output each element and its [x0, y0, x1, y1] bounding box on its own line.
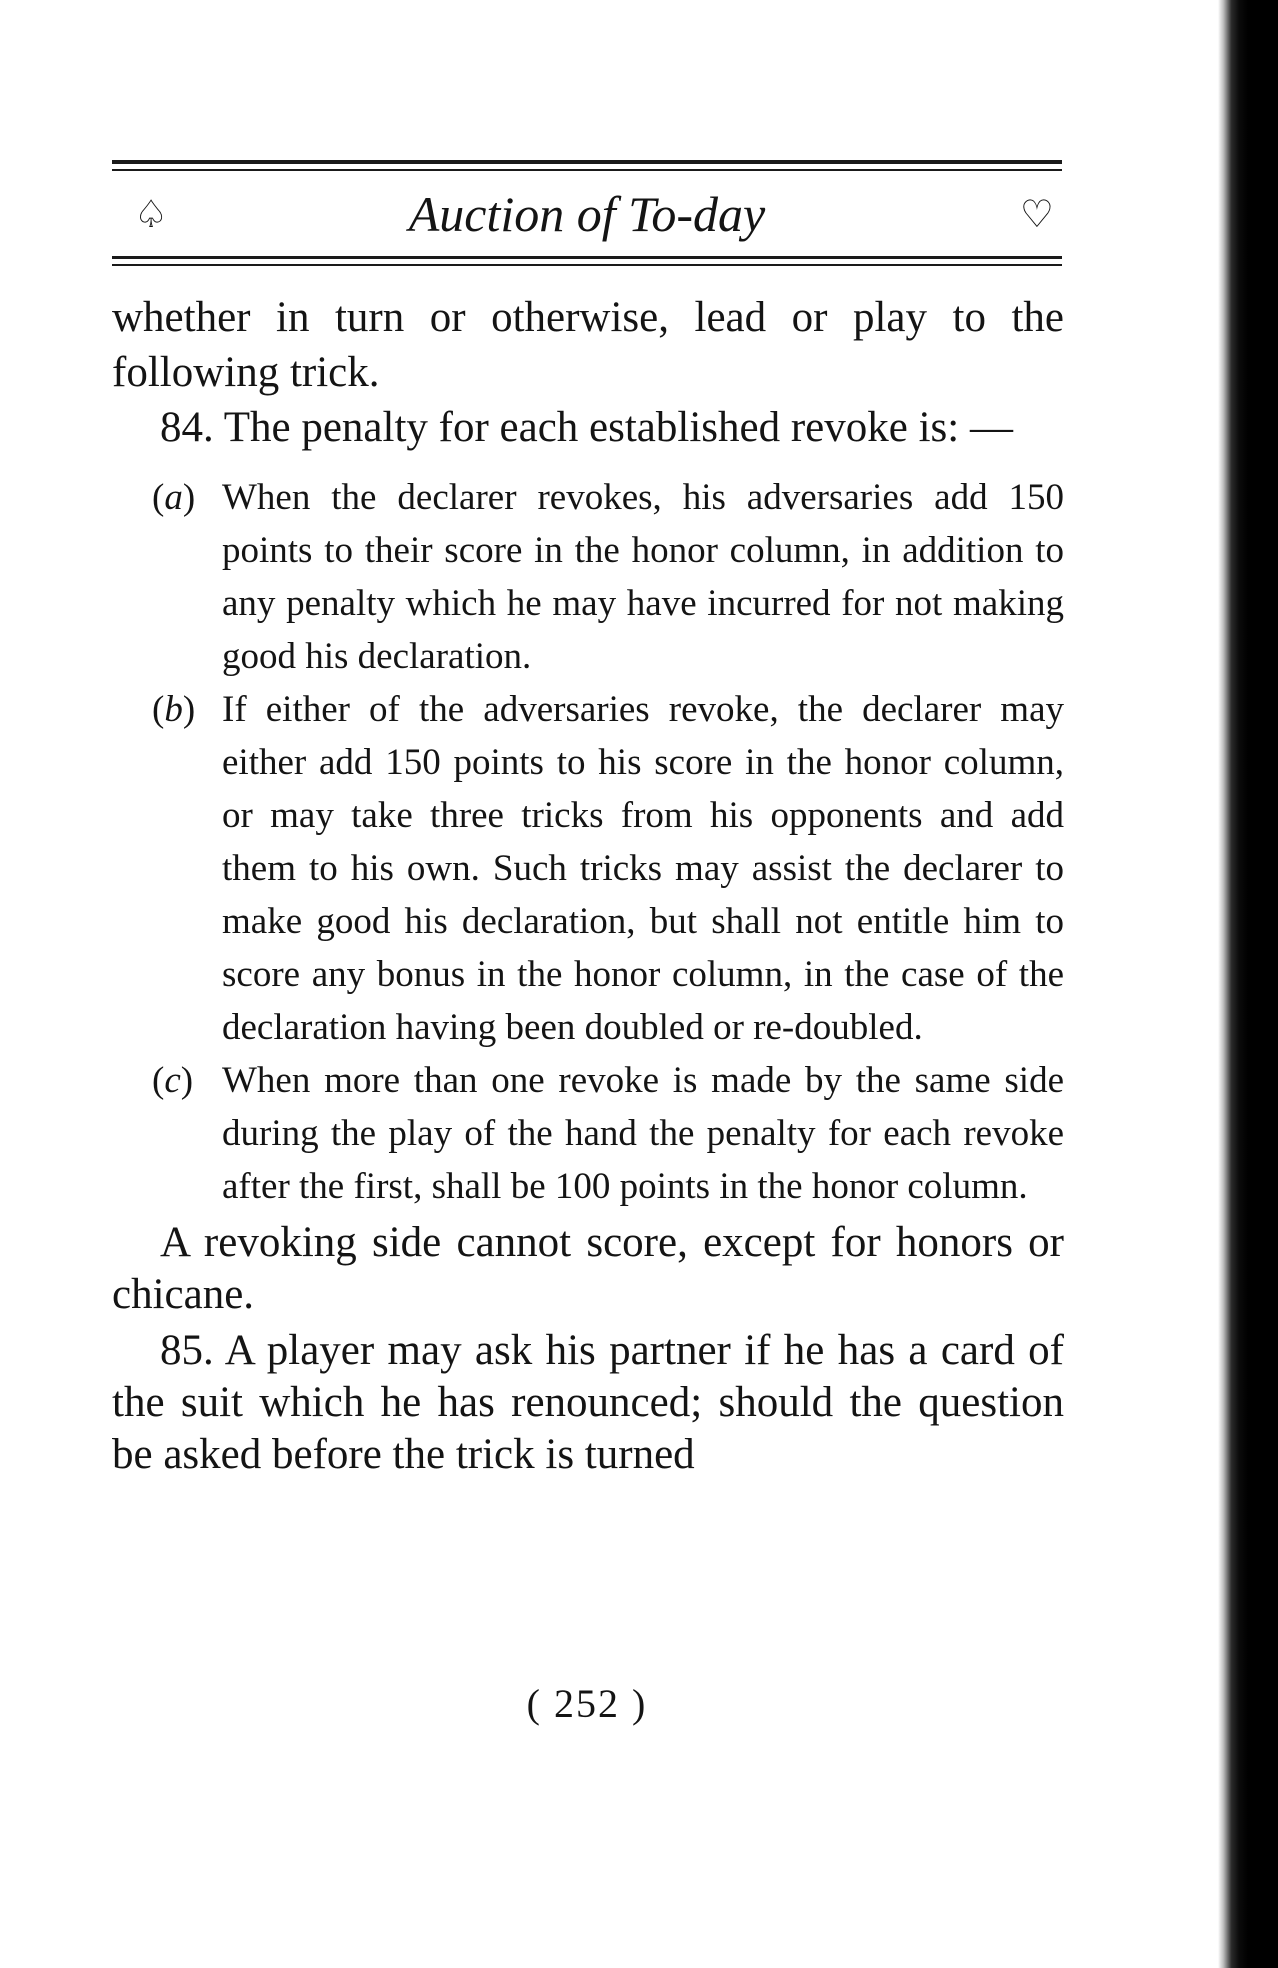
header-rule-top [112, 160, 1062, 164]
book-spine-shadow [1218, 0, 1248, 1968]
heart-outline-icon: ♡ [1019, 192, 1054, 236]
header-rule-top-thin [112, 169, 1062, 171]
clause-marker: (c) [152, 1060, 194, 1101]
continuation-paragraph: whether in turn or otherwise, lead or play to the following trick. [112, 294, 1064, 396]
clause-a [112, 471, 1064, 683]
header-rule-bottom [112, 256, 1062, 259]
rule-84-clauses [112, 471, 1064, 1213]
clause-marker: (b) [152, 689, 196, 730]
clause-text: When more than one revoke is made by the same side during the play of the hand the penalty for each revoke after the first, shall be 100 points in the honor column. [222, 1060, 1064, 1207]
running-head-title: Auction of To-day [408, 186, 766, 242]
header-rule-bottom-thin [112, 264, 1062, 266]
rule-84-heading: 84. The penalty for each established revoke is: — [160, 404, 1013, 451]
rule-85-paragraph: 85. A player may ask his partner if he has a card of the suit which he has renounced; should the question be asked before the trick is turned [112, 1327, 1064, 1478]
page-number: ( 252 ) [526, 1681, 648, 1726]
clause-c [112, 1054, 1064, 1213]
clause-text: If either of the adversaries revoke, the declarer may either add 150 points to his score in the honor column, or may take three tricks from his opponents and add them to his own. Such tricks may assist the declarer to make good his declaration, but shall not entitle him to score any bonus in the honor column, in the case of the declaration having been doubled or re-doubled. [222, 689, 1064, 1048]
revoking-side-paragraph: A revoking side cannot score, except for honors or chicane. [112, 1219, 1064, 1318]
running-head [112, 182, 1062, 252]
clause-marker: (a) [152, 477, 196, 518]
clause-b [112, 683, 1064, 1054]
spade-outline-icon: ♤ [134, 192, 169, 236]
book-spine-edge [1248, 0, 1278, 1968]
clause-text: When the declarer revokes, his adversaries add 150 points to their score in the honor column, in addition to any penalty which he may have incurred for not making good his declaration. [222, 477, 1064, 677]
page-body [112, 290, 1064, 1481]
